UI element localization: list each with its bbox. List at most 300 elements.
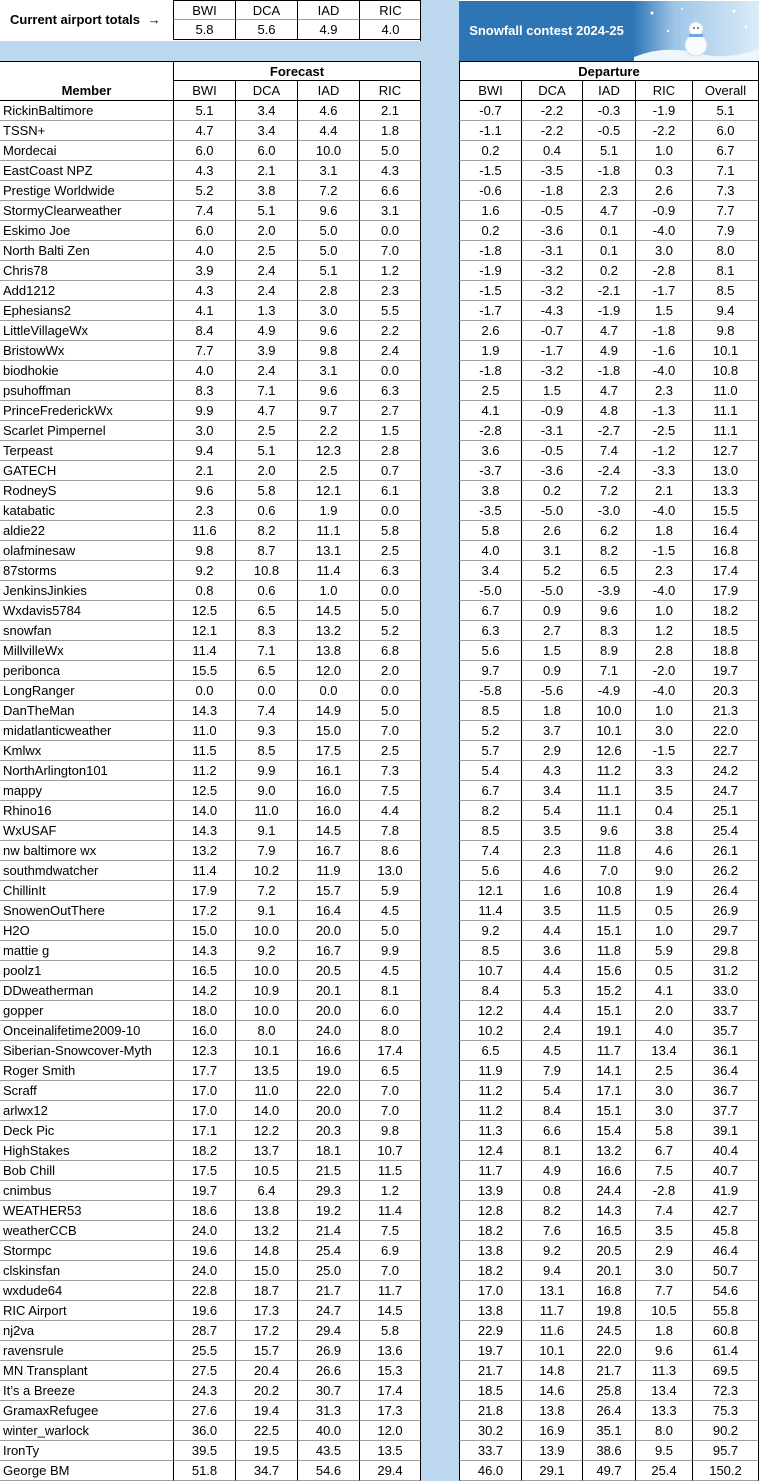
departure-cell: -2.7 bbox=[582, 421, 635, 441]
forecast-cell: 29.4 bbox=[297, 1321, 359, 1341]
member-name: mattie g bbox=[0, 941, 173, 961]
forecast-cell: 3.0 bbox=[297, 301, 359, 321]
forecast-cell: 0.0 bbox=[359, 501, 421, 521]
member-name: nw baltimore wx bbox=[0, 841, 173, 861]
departure-cell: 8.9 bbox=[582, 641, 635, 661]
forecast-cell: 5.0 bbox=[297, 241, 359, 261]
departure-cell: -3.1 bbox=[521, 421, 582, 441]
departure-cell: 13.1 bbox=[521, 1281, 582, 1301]
departure-cell: 8.1 bbox=[521, 1141, 582, 1161]
forecast-cell: 7.3 bbox=[359, 761, 421, 781]
forecast-cell: 2.8 bbox=[297, 281, 359, 301]
current-airport-name: IAD bbox=[297, 0, 359, 20]
departure-cell: 2.3 bbox=[635, 561, 692, 581]
forecast-cell: 8.2 bbox=[235, 521, 297, 541]
overall-cell: 37.7 bbox=[692, 1101, 759, 1121]
member-name: southmdwatcher bbox=[0, 861, 173, 881]
forecast-cell: 25.4 bbox=[297, 1241, 359, 1261]
overall-cell: 9.8 bbox=[692, 321, 759, 341]
overall-cell: 33.7 bbox=[692, 1001, 759, 1021]
member-name: psuhoffman bbox=[0, 381, 173, 401]
forecast-cell: 5.8 bbox=[359, 521, 421, 541]
forecast-cell: 9.6 bbox=[173, 481, 235, 501]
forecast-cell: 6.0 bbox=[359, 1001, 421, 1021]
forecast-cell: 6.5 bbox=[235, 601, 297, 621]
departure-cell: 0.2 bbox=[582, 261, 635, 281]
forecast-cell: 5.2 bbox=[173, 181, 235, 201]
forecast-cell: 4.9 bbox=[235, 321, 297, 341]
forecast-cell: 2.1 bbox=[235, 161, 297, 181]
departure-cell: 12.8 bbox=[459, 1201, 521, 1221]
forecast-cell: 20.0 bbox=[297, 1001, 359, 1021]
forecast-cell: 21.5 bbox=[297, 1161, 359, 1181]
departure-cell: 22.9 bbox=[459, 1321, 521, 1341]
forecast-cell: 17.5 bbox=[297, 741, 359, 761]
forecast-cell: 14.5 bbox=[297, 821, 359, 841]
member-name: nj2va bbox=[0, 1321, 173, 1341]
departure-cell: 16.6 bbox=[582, 1161, 635, 1181]
departure-cell: 3.0 bbox=[635, 1101, 692, 1121]
forecast-cell: 8.5 bbox=[235, 741, 297, 761]
departure-cell: 5.6 bbox=[459, 861, 521, 881]
departure-cell: 20.1 bbox=[582, 1261, 635, 1281]
member-name: Chris78 bbox=[0, 261, 173, 281]
forecast-cell: 2.0 bbox=[235, 461, 297, 481]
forecast-cell: 12.5 bbox=[173, 601, 235, 621]
departure-cell: -0.9 bbox=[521, 401, 582, 421]
departure-cell: 11.8 bbox=[582, 941, 635, 961]
departure-cell: 15.1 bbox=[582, 1001, 635, 1021]
member-name: EastCoast NPZ bbox=[0, 161, 173, 181]
forecast-cell: 10.0 bbox=[297, 141, 359, 161]
forecast-cell: 2.4 bbox=[359, 341, 421, 361]
departure-cell: -0.5 bbox=[521, 201, 582, 221]
forecast-cell: 11.1 bbox=[297, 521, 359, 541]
departure-cell: 8.3 bbox=[582, 621, 635, 641]
forecast-cell: 11.0 bbox=[173, 721, 235, 741]
forecast-cell: 4.4 bbox=[297, 121, 359, 141]
departure-cell: 7.4 bbox=[459, 841, 521, 861]
forecast-cell: 14.0 bbox=[173, 801, 235, 821]
header-departure-iad: IAD bbox=[582, 81, 635, 101]
snowman-icon bbox=[634, 1, 759, 61]
member-name: RIC Airport bbox=[0, 1301, 173, 1321]
departure-cell: 4.7 bbox=[582, 201, 635, 221]
overall-cell: 18.5 bbox=[692, 621, 759, 641]
forecast-cell: 20.5 bbox=[297, 961, 359, 981]
departure-cell: -0.7 bbox=[459, 101, 521, 121]
overall-cell: 16.4 bbox=[692, 521, 759, 541]
forecast-cell: 19.6 bbox=[173, 1241, 235, 1261]
forecast-cell: 5.1 bbox=[173, 101, 235, 121]
departure-cell: 13.4 bbox=[635, 1041, 692, 1061]
forecast-cell: 0.0 bbox=[173, 681, 235, 701]
forecast-cell: 9.8 bbox=[297, 341, 359, 361]
forecast-cell: 2.4 bbox=[235, 361, 297, 381]
departure-cell: 13.8 bbox=[459, 1241, 521, 1261]
forecast-cell: 9.9 bbox=[235, 761, 297, 781]
departure-cell: 15.2 bbox=[582, 981, 635, 1001]
departure-cell: 2.6 bbox=[635, 181, 692, 201]
forecast-cell: 15.7 bbox=[235, 1341, 297, 1361]
overall-cell: 35.7 bbox=[692, 1021, 759, 1041]
overall-cell: 22.0 bbox=[692, 721, 759, 741]
forecast-cell: 10.9 bbox=[235, 981, 297, 1001]
overall-cell: 21.3 bbox=[692, 701, 759, 721]
forecast-cell: 17.0 bbox=[173, 1081, 235, 1101]
departure-cell: 3.8 bbox=[459, 481, 521, 501]
departure-cell: -1.8 bbox=[521, 181, 582, 201]
forecast-cell: 18.6 bbox=[173, 1201, 235, 1221]
forecast-cell: 10.7 bbox=[359, 1141, 421, 1161]
forecast-cell: 24.7 bbox=[297, 1301, 359, 1321]
forecast-cell: 4.0 bbox=[173, 361, 235, 381]
departure-cell: 7.5 bbox=[635, 1161, 692, 1181]
departure-cell: -3.5 bbox=[521, 161, 582, 181]
departure-cell: -0.7 bbox=[521, 321, 582, 341]
member-name: George BM bbox=[0, 1461, 173, 1481]
forecast-cell: 9.7 bbox=[297, 401, 359, 421]
forecast-cell: 16.0 bbox=[297, 781, 359, 801]
member-name: midatlanticweather bbox=[0, 721, 173, 741]
forecast-cell: 5.0 bbox=[359, 701, 421, 721]
forecast-cell: 22.5 bbox=[235, 1421, 297, 1441]
overall-cell: 13.3 bbox=[692, 481, 759, 501]
forecast-cell: 4.7 bbox=[173, 121, 235, 141]
forecast-cell: 0.0 bbox=[297, 681, 359, 701]
departure-cell: 6.7 bbox=[459, 601, 521, 621]
overall-cell: 25.4 bbox=[692, 821, 759, 841]
forecast-cell: 16.5 bbox=[173, 961, 235, 981]
forecast-cell: 34.7 bbox=[235, 1461, 297, 1481]
forecast-cell: 3.1 bbox=[297, 161, 359, 181]
forecast-cell: 20.0 bbox=[297, 1101, 359, 1121]
overall-cell: 11.0 bbox=[692, 381, 759, 401]
forecast-cell: 22.8 bbox=[173, 1281, 235, 1301]
member-name: SnowenOutThere bbox=[0, 901, 173, 921]
departure-cell: 3.0 bbox=[635, 1081, 692, 1101]
forecast-cell: 1.0 bbox=[297, 581, 359, 601]
forecast-cell: 9.8 bbox=[359, 1121, 421, 1141]
departure-cell: 0.1 bbox=[582, 221, 635, 241]
forecast-cell: 17.4 bbox=[359, 1041, 421, 1061]
forecast-cell: 13.7 bbox=[235, 1141, 297, 1161]
forecast-cell: 15.7 bbox=[297, 881, 359, 901]
departure-cell: 4.9 bbox=[582, 341, 635, 361]
departure-cell: 4.8 bbox=[582, 401, 635, 421]
forecast-cell: 13.6 bbox=[359, 1341, 421, 1361]
forecast-cell: 0.0 bbox=[235, 681, 297, 701]
departure-cell: 13.9 bbox=[521, 1441, 582, 1461]
member-name: ravensrule bbox=[0, 1341, 173, 1361]
departure-cell: 2.3 bbox=[635, 381, 692, 401]
forecast-cell: 16.6 bbox=[297, 1041, 359, 1061]
member-name: olafminesaw bbox=[0, 541, 173, 561]
forecast-cell: 14.5 bbox=[297, 601, 359, 621]
forecast-cell: 8.6 bbox=[359, 841, 421, 861]
departure-cell: 11.2 bbox=[459, 1081, 521, 1101]
overall-cell: 7.1 bbox=[692, 161, 759, 181]
forecast-cell: 19.7 bbox=[173, 1181, 235, 1201]
forecast-cell: 8.1 bbox=[359, 981, 421, 1001]
forecast-cell: 43.5 bbox=[297, 1441, 359, 1461]
departure-cell: 25.8 bbox=[582, 1381, 635, 1401]
forecast-cell: 12.1 bbox=[297, 481, 359, 501]
departure-cell: 20.5 bbox=[582, 1241, 635, 1261]
forecast-cell: 3.4 bbox=[235, 121, 297, 141]
forecast-cell: 6.0 bbox=[235, 141, 297, 161]
overall-cell: 45.8 bbox=[692, 1221, 759, 1241]
overall-cell: 15.5 bbox=[692, 501, 759, 521]
header-forecast-ric: RIC bbox=[359, 81, 421, 101]
forecast-cell: 4.5 bbox=[359, 901, 421, 921]
departure-cell: 2.9 bbox=[521, 741, 582, 761]
forecast-cell: 8.3 bbox=[173, 381, 235, 401]
forecast-cell: 26.6 bbox=[297, 1361, 359, 1381]
departure-cell: 11.1 bbox=[582, 801, 635, 821]
forecast-cell: 20.1 bbox=[297, 981, 359, 1001]
overall-cell: 26.4 bbox=[692, 881, 759, 901]
current-totals-label bbox=[0, 0, 172, 40]
forecast-cell: 20.4 bbox=[235, 1361, 297, 1381]
current-airport-total: 5.8 bbox=[173, 20, 235, 40]
departure-cell: 18.5 bbox=[459, 1381, 521, 1401]
forecast-cell: 10.0 bbox=[235, 1001, 297, 1021]
member-name: cnimbus bbox=[0, 1181, 173, 1201]
forecast-cell: 3.8 bbox=[235, 181, 297, 201]
departure-cell: 6.6 bbox=[521, 1121, 582, 1141]
forecast-cell: 11.4 bbox=[173, 641, 235, 661]
member-name: Terpeast bbox=[0, 441, 173, 461]
forecast-cell: 0.6 bbox=[235, 501, 297, 521]
forecast-cell: 11.9 bbox=[297, 861, 359, 881]
departure-cell: -1.7 bbox=[459, 301, 521, 321]
overall-cell: 11.1 bbox=[692, 401, 759, 421]
overall-cell: 29.7 bbox=[692, 921, 759, 941]
forecast-cell: 20.2 bbox=[235, 1381, 297, 1401]
departure-cell: 16.8 bbox=[582, 1281, 635, 1301]
forecast-cell: 6.9 bbox=[359, 1241, 421, 1261]
departure-cell: 4.1 bbox=[459, 401, 521, 421]
forecast-cell: 13.0 bbox=[359, 861, 421, 881]
forecast-cell: 11.5 bbox=[173, 741, 235, 761]
departure-cell: 11.2 bbox=[582, 761, 635, 781]
departure-cell: -0.9 bbox=[635, 201, 692, 221]
overall-cell: 10.1 bbox=[692, 341, 759, 361]
departure-cell: -5.0 bbox=[521, 581, 582, 601]
departure-cell: 29.1 bbox=[521, 1461, 582, 1481]
departure-cell: -2.8 bbox=[635, 1181, 692, 1201]
member-name: clskinsfan bbox=[0, 1261, 173, 1281]
header-departure-overall: Overall bbox=[692, 81, 759, 101]
overall-cell: 7.9 bbox=[692, 221, 759, 241]
departure-cell: 1.6 bbox=[521, 881, 582, 901]
forecast-cell: 9.2 bbox=[235, 941, 297, 961]
forecast-cell: 1.2 bbox=[359, 1181, 421, 1201]
forecast-cell: 7.8 bbox=[359, 821, 421, 841]
departure-cell: -3.5 bbox=[459, 501, 521, 521]
departure-cell: 16.5 bbox=[582, 1221, 635, 1241]
forecast-cell: 4.0 bbox=[173, 241, 235, 261]
departure-cell: 2.9 bbox=[635, 1241, 692, 1261]
forecast-cell: 15.5 bbox=[173, 661, 235, 681]
departure-cell: 1.9 bbox=[459, 341, 521, 361]
departure-cell: -5.8 bbox=[459, 681, 521, 701]
forecast-cell: 29.3 bbox=[297, 1181, 359, 1201]
forecast-cell: 9.6 bbox=[297, 321, 359, 341]
departure-cell: 9.6 bbox=[635, 1341, 692, 1361]
forecast-cell: 12.0 bbox=[359, 1421, 421, 1441]
departure-cell: 8.4 bbox=[521, 1101, 582, 1121]
forecast-cell: 14.5 bbox=[359, 1301, 421, 1321]
departure-cell: 46.0 bbox=[459, 1461, 521, 1481]
departure-cell: 7.4 bbox=[582, 441, 635, 461]
forecast-cell: 3.9 bbox=[235, 341, 297, 361]
departure-cell: 3.5 bbox=[635, 1221, 692, 1241]
forecast-cell: 9.8 bbox=[173, 541, 235, 561]
overall-cell: 61.4 bbox=[692, 1341, 759, 1361]
forecast-cell: 6.3 bbox=[359, 381, 421, 401]
departure-cell: -3.0 bbox=[582, 501, 635, 521]
forecast-cell: 40.0 bbox=[297, 1421, 359, 1441]
member-name: StormyClearweather bbox=[0, 201, 173, 221]
departure-cell: 9.6 bbox=[582, 821, 635, 841]
current-airport-name: DCA bbox=[235, 0, 297, 20]
departure-cell: 17.0 bbox=[459, 1281, 521, 1301]
forecast-cell: 18.1 bbox=[297, 1141, 359, 1161]
forecast-cell: 1.3 bbox=[235, 301, 297, 321]
departure-cell: -3.2 bbox=[521, 261, 582, 281]
member-name: North Balti Zen bbox=[0, 241, 173, 261]
forecast-cell: 11.4 bbox=[297, 561, 359, 581]
forecast-cell: 5.0 bbox=[359, 921, 421, 941]
departure-cell: 11.8 bbox=[582, 841, 635, 861]
departure-cell: 7.6 bbox=[521, 1221, 582, 1241]
forecast-cell: 19.5 bbox=[235, 1441, 297, 1461]
departure-cell: 10.0 bbox=[582, 701, 635, 721]
forecast-cell: 22.0 bbox=[297, 1081, 359, 1101]
forecast-cell: 51.8 bbox=[173, 1461, 235, 1481]
departure-cell: -1.9 bbox=[635, 101, 692, 121]
forecast-cell: 6.1 bbox=[359, 481, 421, 501]
current-airport-name: RIC bbox=[359, 0, 421, 20]
departure-cell: 11.5 bbox=[582, 901, 635, 921]
forecast-cell: 0.7 bbox=[359, 461, 421, 481]
banner-title: Snowfall contest 2024-25 bbox=[469, 23, 624, 38]
departure-cell: 2.6 bbox=[459, 321, 521, 341]
departure-cell: 5.2 bbox=[521, 561, 582, 581]
departure-cell: 11.4 bbox=[459, 901, 521, 921]
departure-cell: 1.8 bbox=[635, 1321, 692, 1341]
departure-cell: 2.8 bbox=[635, 641, 692, 661]
departure-cell: 7.4 bbox=[635, 1201, 692, 1221]
forecast-cell: 9.6 bbox=[297, 201, 359, 221]
forecast-cell: 1.9 bbox=[297, 501, 359, 521]
departure-cell: 5.7 bbox=[459, 741, 521, 761]
departure-cell: 3.0 bbox=[635, 241, 692, 261]
overall-cell: 36.4 bbox=[692, 1061, 759, 1081]
departure-cell: 3.7 bbox=[521, 721, 582, 741]
departure-cell: 1.6 bbox=[459, 201, 521, 221]
departure-cell: 11.6 bbox=[521, 1321, 582, 1341]
forecast-cell: 7.0 bbox=[359, 241, 421, 261]
departure-cell: 9.5 bbox=[635, 1441, 692, 1461]
current-totals-text: Current airport totals bbox=[10, 12, 141, 27]
departure-cell: 8.2 bbox=[582, 541, 635, 561]
departure-cell: -1.5 bbox=[635, 741, 692, 761]
current-airport-total: 4.9 bbox=[297, 20, 359, 40]
departure-cell: 1.5 bbox=[521, 641, 582, 661]
departure-cell: 7.7 bbox=[635, 1281, 692, 1301]
departure-cell: 6.5 bbox=[459, 1041, 521, 1061]
departure-cell: 3.4 bbox=[459, 561, 521, 581]
forecast-cell: 6.3 bbox=[359, 561, 421, 581]
departure-cell: 0.2 bbox=[459, 141, 521, 161]
overall-cell: 60.8 bbox=[692, 1321, 759, 1341]
departure-cell: 5.1 bbox=[582, 141, 635, 161]
departure-cell: 2.0 bbox=[635, 1001, 692, 1021]
departure-cell: -1.7 bbox=[521, 341, 582, 361]
departure-cell: 12.4 bbox=[459, 1141, 521, 1161]
forecast-cell: 7.9 bbox=[235, 841, 297, 861]
forecast-cell: 6.5 bbox=[359, 1061, 421, 1081]
forecast-cell: 7.2 bbox=[297, 181, 359, 201]
departure-cell: -1.8 bbox=[582, 161, 635, 181]
departure-cell: 11.1 bbox=[582, 781, 635, 801]
member-name: arlwx12 bbox=[0, 1101, 173, 1121]
forecast-cell: 9.4 bbox=[173, 441, 235, 461]
forecast-cell: 12.3 bbox=[173, 1041, 235, 1061]
overall-cell: 8.1 bbox=[692, 261, 759, 281]
departure-cell: 7.2 bbox=[582, 481, 635, 501]
forecast-cell: 7.5 bbox=[359, 781, 421, 801]
member-name: Scraff bbox=[0, 1081, 173, 1101]
overall-cell: 26.1 bbox=[692, 841, 759, 861]
forecast-cell: 19.2 bbox=[297, 1201, 359, 1221]
member-name: LittleVillageWx bbox=[0, 321, 173, 341]
forecast-cell: 17.4 bbox=[359, 1381, 421, 1401]
departure-cell: 18.2 bbox=[459, 1261, 521, 1281]
separator-strip-vertical bbox=[421, 0, 459, 1481]
departure-cell: -5.0 bbox=[521, 501, 582, 521]
overall-cell: 46.4 bbox=[692, 1241, 759, 1261]
member-name: wxdude64 bbox=[0, 1281, 173, 1301]
current-totals-border bbox=[420, 0, 421, 41]
member-name: Rhino16 bbox=[0, 801, 173, 821]
forecast-cell: 14.8 bbox=[235, 1241, 297, 1261]
departure-cell: -4.0 bbox=[635, 501, 692, 521]
departure-cell: -5.6 bbox=[521, 681, 582, 701]
forecast-cell: 54.6 bbox=[297, 1461, 359, 1481]
forecast-cell: 26.9 bbox=[297, 1341, 359, 1361]
overall-cell: 9.4 bbox=[692, 301, 759, 321]
member-name: aldie22 bbox=[0, 521, 173, 541]
departure-cell: 6.3 bbox=[459, 621, 521, 641]
departure-cell: 5.4 bbox=[459, 761, 521, 781]
member-name: Stormpc bbox=[0, 1241, 173, 1261]
departure-cell: 1.9 bbox=[635, 881, 692, 901]
forecast-cell: 7.4 bbox=[235, 701, 297, 721]
forecast-cell: 7.0 bbox=[359, 1101, 421, 1121]
forecast-cell: 7.1 bbox=[235, 641, 297, 661]
forecast-cell: 9.3 bbox=[235, 721, 297, 741]
departure-cell: -1.9 bbox=[459, 261, 521, 281]
departure-cell: -0.5 bbox=[582, 121, 635, 141]
forecast-cell: 5.9 bbox=[359, 881, 421, 901]
forecast-cell: 20.3 bbox=[297, 1121, 359, 1141]
forecast-cell: 5.0 bbox=[359, 141, 421, 161]
departure-cell: 8.5 bbox=[459, 941, 521, 961]
